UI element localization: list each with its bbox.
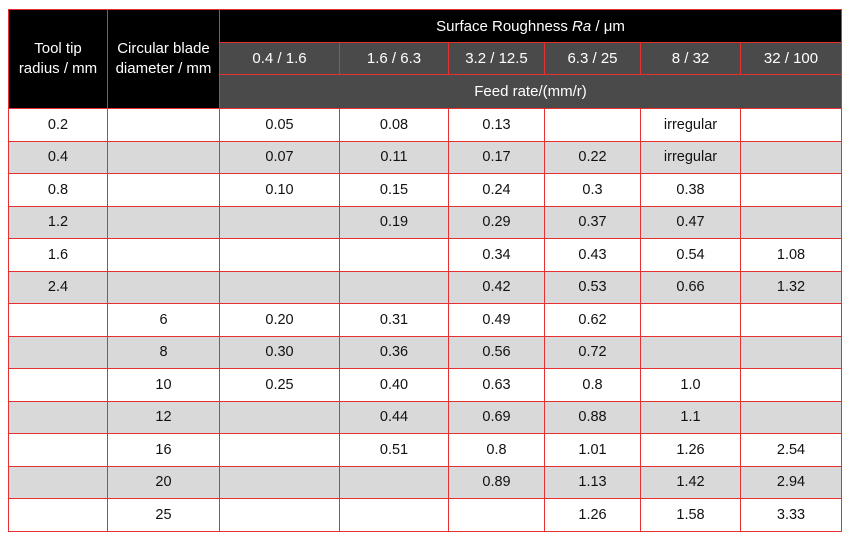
cell-circular-blade-diameter: 20	[108, 466, 220, 499]
cell-feed-rate: 1.0	[641, 369, 741, 402]
cell-circular-blade-diameter: 10	[108, 369, 220, 402]
cell-feed-rate: 0.49	[449, 304, 545, 337]
cell-feed-rate: 0.24	[449, 174, 545, 207]
header-range: 8 / 32	[641, 43, 741, 75]
cell-feed-rate: 0.37	[545, 206, 641, 239]
table-row	[9, 499, 842, 532]
cell-circular-blade-diameter: 25	[108, 499, 220, 532]
cell-feed-rate: 0.10	[220, 174, 340, 207]
header-range: 0.4 / 1.6	[220, 43, 340, 75]
cell-circular-blade-diameter	[108, 109, 220, 142]
cell-feed-rate	[741, 109, 842, 142]
cell-feed-rate	[741, 206, 842, 239]
cell-feed-rate: 0.19	[340, 206, 449, 239]
cell-tool-tip-radius: 0.2	[9, 109, 108, 142]
cell-feed-rate: 1.08	[741, 239, 842, 272]
cell-feed-rate	[340, 271, 449, 304]
cell-feed-rate: 0.88	[545, 401, 641, 434]
cell-feed-rate	[340, 466, 449, 499]
cell-circular-blade-diameter: 16	[108, 434, 220, 467]
cell-feed-rate: irregular	[641, 141, 741, 174]
table-row	[9, 401, 842, 434]
cell-feed-rate: 0.30	[220, 336, 340, 369]
table-body	[9, 109, 842, 532]
cell-feed-rate: 0.89	[449, 466, 545, 499]
cell-feed-rate: 0.66	[641, 271, 741, 304]
cell-feed-rate	[641, 304, 741, 337]
cell-feed-rate: 0.22	[545, 141, 641, 174]
header-surface-prefix: Surface Roughness	[436, 17, 573, 35]
cell-tool-tip-radius: 1.6	[9, 239, 108, 272]
cell-tool-tip-radius	[9, 336, 108, 369]
cell-feed-rate: 1.58	[641, 499, 741, 532]
cell-feed-rate: 0.53	[545, 271, 641, 304]
cell-feed-rate: 0.31	[340, 304, 449, 337]
cell-feed-rate: 0.63	[449, 369, 545, 402]
cell-circular-blade-diameter: 8	[108, 336, 220, 369]
cell-feed-rate: 1.26	[545, 499, 641, 532]
cell-feed-rate	[741, 369, 842, 402]
cell-feed-rate: 0.51	[340, 434, 449, 467]
table-row	[9, 141, 842, 174]
cell-feed-rate: 0.47	[641, 206, 741, 239]
table-row	[9, 239, 842, 272]
cell-feed-rate	[340, 239, 449, 272]
table-row	[9, 336, 842, 369]
cell-feed-rate	[545, 109, 641, 142]
cell-feed-rate: 0.44	[340, 401, 449, 434]
table-row	[9, 466, 842, 499]
table-row	[9, 304, 842, 337]
header-range: 1.6 / 6.3	[340, 43, 449, 75]
cell-feed-rate	[340, 499, 449, 532]
cell-feed-rate	[220, 271, 340, 304]
header-surface-roughness	[220, 10, 842, 43]
cell-feed-rate: 0.08	[340, 109, 449, 142]
cell-tool-tip-radius	[9, 401, 108, 434]
cell-feed-rate: 0.3	[545, 174, 641, 207]
cell-feed-rate: 1.32	[741, 271, 842, 304]
cell-feed-rate: irregular	[641, 109, 741, 142]
cell-feed-rate	[741, 401, 842, 434]
cell-feed-rate: 0.43	[545, 239, 641, 272]
table-row	[9, 174, 842, 207]
cell-tool-tip-radius: 1.2	[9, 206, 108, 239]
cell-feed-rate: 1.42	[641, 466, 741, 499]
cell-feed-rate: 0.56	[449, 336, 545, 369]
cell-feed-rate: 3.33	[741, 499, 842, 532]
header-circular-blade-line1: Circular blade	[117, 40, 210, 57]
cell-feed-rate	[220, 239, 340, 272]
cell-feed-rate: 0.8	[449, 434, 545, 467]
cell-tool-tip-radius	[9, 304, 108, 337]
header-circular-blade-diameter	[108, 10, 220, 109]
cell-feed-rate: 0.40	[340, 369, 449, 402]
cell-tool-tip-radius: 2.4	[9, 271, 108, 304]
header-circular-blade-line2: diameter / mm	[115, 60, 212, 77]
cell-feed-rate: 2.54	[741, 434, 842, 467]
cell-feed-rate: 0.38	[641, 174, 741, 207]
cell-feed-rate: 0.25	[220, 369, 340, 402]
cell-feed-rate	[741, 174, 842, 207]
header-tool-tip-radius-line2: radius / mm	[18, 60, 98, 77]
cell-feed-rate: 1.01	[545, 434, 641, 467]
cell-feed-rate	[741, 141, 842, 174]
cell-feed-rate: 2.94	[741, 466, 842, 499]
cell-feed-rate: 1.13	[545, 466, 641, 499]
header-range: 32 / 100	[741, 43, 842, 75]
cell-feed-rate: 0.62	[545, 304, 641, 337]
cell-feed-rate: 0.17	[449, 141, 545, 174]
cell-tool-tip-radius: 0.8	[9, 174, 108, 207]
cell-circular-blade-diameter: 6	[108, 304, 220, 337]
header-surface-suffix: / μm	[591, 17, 625, 35]
cell-tool-tip-radius: 0.4	[9, 141, 108, 174]
cell-feed-rate	[220, 466, 340, 499]
cell-circular-blade-diameter	[108, 239, 220, 272]
cell-feed-rate	[741, 304, 842, 337]
cell-circular-blade-diameter: 12	[108, 401, 220, 434]
cell-tool-tip-radius	[9, 499, 108, 532]
cell-feed-rate: 0.13	[449, 109, 545, 142]
cell-tool-tip-radius	[9, 369, 108, 402]
cell-feed-rate: 0.15	[340, 174, 449, 207]
header-range: 3.2 / 12.5	[449, 43, 545, 75]
cell-feed-rate: 0.20	[220, 304, 340, 337]
cell-feed-rate: 0.07	[220, 141, 340, 174]
cell-feed-rate	[220, 499, 340, 532]
table-row	[9, 206, 842, 239]
table-row	[9, 434, 842, 467]
table-row	[9, 109, 842, 142]
cell-feed-rate: 1.26	[641, 434, 741, 467]
cell-feed-rate: 0.05	[220, 109, 340, 142]
cell-circular-blade-diameter	[108, 271, 220, 304]
header-surface-ra: Ra	[572, 17, 592, 35]
cell-feed-rate: 0.72	[545, 336, 641, 369]
cell-feed-rate: 0.36	[340, 336, 449, 369]
table-row	[9, 369, 842, 402]
cell-feed-rate: 0.11	[340, 141, 449, 174]
cell-circular-blade-diameter	[108, 141, 220, 174]
cell-feed-rate	[741, 336, 842, 369]
table-row	[9, 271, 842, 304]
cell-feed-rate: 0.29	[449, 206, 545, 239]
cell-feed-rate	[641, 336, 741, 369]
roughness-feed-table	[8, 9, 842, 532]
cell-feed-rate	[220, 401, 340, 434]
cell-feed-rate: 0.8	[545, 369, 641, 402]
cell-tool-tip-radius	[9, 466, 108, 499]
header-feed-rate: Feed rate/(mm/r)	[220, 75, 842, 109]
cell-tool-tip-radius	[9, 434, 108, 467]
header-range: 6.3 / 25	[545, 43, 641, 75]
cell-feed-rate: 1.1	[641, 401, 741, 434]
cell-circular-blade-diameter	[108, 206, 220, 239]
header-tool-tip-radius	[9, 10, 108, 109]
cell-feed-rate: 0.42	[449, 271, 545, 304]
roughness-table-container	[8, 9, 841, 532]
cell-feed-rate: 0.54	[641, 239, 741, 272]
header-tool-tip-radius-line1: Tool tip	[34, 40, 82, 57]
cell-feed-rate	[220, 206, 340, 239]
cell-feed-rate: 0.69	[449, 401, 545, 434]
cell-feed-rate: 0.34	[449, 239, 545, 272]
cell-feed-rate	[449, 499, 545, 532]
cell-feed-rate	[220, 434, 340, 467]
cell-circular-blade-diameter	[108, 174, 220, 207]
